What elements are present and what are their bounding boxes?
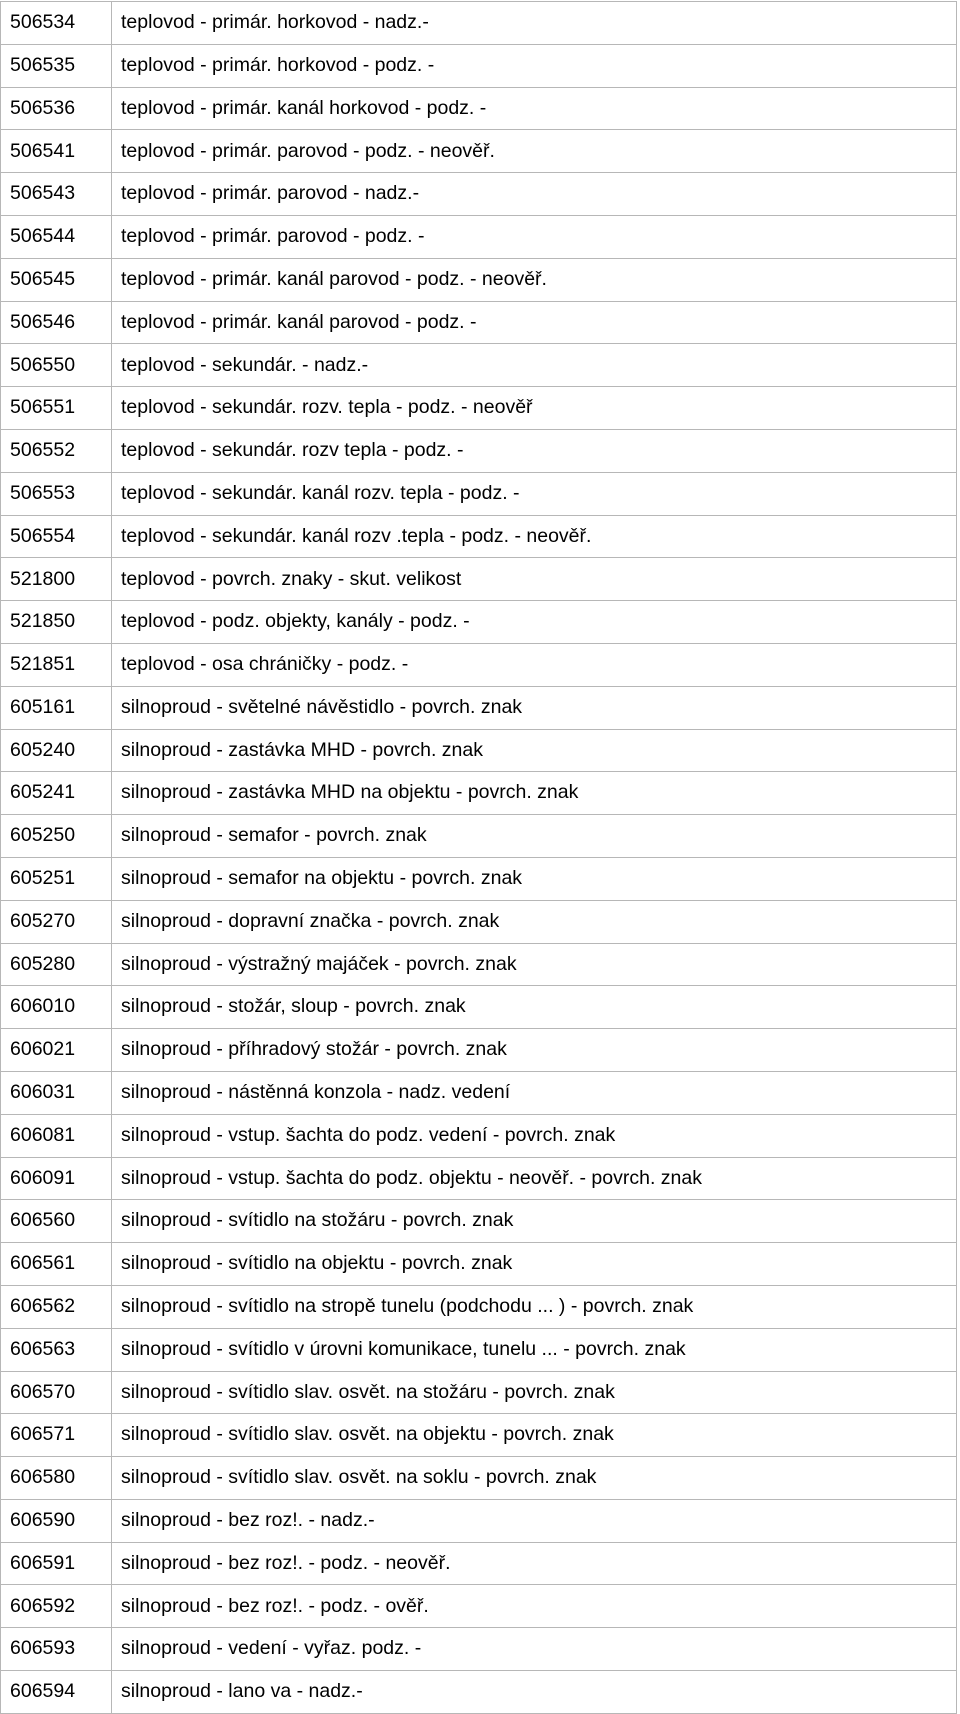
- code-cell: 606091: [1, 1157, 112, 1200]
- code-cell: 606561: [1, 1243, 112, 1286]
- description-cell: silnoproud - výstražný majáček - povrch. znak: [112, 943, 957, 986]
- table-row: [1, 1243, 957, 1286]
- table-row: [1, 1071, 957, 1114]
- code-cell: 606592: [1, 1585, 112, 1628]
- code-cell: 606010: [1, 986, 112, 1029]
- code-cell: 521850: [1, 601, 112, 644]
- code-cell: 606590: [1, 1499, 112, 1542]
- description-cell: teplovod - primár. kanál parovod - podz. - neověř.: [112, 258, 957, 301]
- description-cell: teplovod - primár. kanál parovod - podz. -: [112, 301, 957, 344]
- table-row: [1, 515, 957, 558]
- table-row: [1, 2, 957, 45]
- code-cell: 605240: [1, 729, 112, 772]
- table-row: [1, 1114, 957, 1157]
- description-cell: teplovod - sekundár. kanál rozv .tepla - podz. - neověř.: [112, 515, 957, 558]
- description-cell: silnoproud - semafor na objektu - povrch. znak: [112, 857, 957, 900]
- table-row: [1, 258, 957, 301]
- description-cell: teplovod - primár. parovod - podz. -: [112, 215, 957, 258]
- description-cell: teplovod - primár. parovod - nadz.-: [112, 173, 957, 216]
- table-row: [1, 1671, 957, 1714]
- code-cell: 521851: [1, 643, 112, 686]
- table-row: [1, 1585, 957, 1628]
- description-cell: teplovod - primár. horkovod - nadz.-: [112, 2, 957, 45]
- code-cell: 606594: [1, 1671, 112, 1714]
- table-row: [1, 1285, 957, 1328]
- table-row: [1, 429, 957, 472]
- table-row: [1, 1414, 957, 1457]
- description-cell: silnoproud - lano va - nadz.-: [112, 1671, 957, 1714]
- description-cell: silnoproud - bez roz!. - podz. - neověř.: [112, 1542, 957, 1585]
- code-cell: 606031: [1, 1071, 112, 1114]
- code-cell: 506545: [1, 258, 112, 301]
- description-cell: teplovod - sekundár. - nadz.-: [112, 344, 957, 387]
- table-row: [1, 344, 957, 387]
- description-cell: silnoproud - svítidlo slav. osvět. na stožáru - povrch. znak: [112, 1371, 957, 1414]
- code-cell: 605161: [1, 686, 112, 729]
- table-row: [1, 44, 957, 87]
- table-row: [1, 686, 957, 729]
- table-row: [1, 815, 957, 858]
- code-cell: 606571: [1, 1414, 112, 1457]
- table-row: [1, 601, 957, 644]
- table-row: [1, 1499, 957, 1542]
- description-cell: teplovod - sekundár. rozv tepla - podz. -: [112, 429, 957, 472]
- code-cell: 605251: [1, 857, 112, 900]
- code-cell: 506554: [1, 515, 112, 558]
- table-row: [1, 301, 957, 344]
- description-cell: silnoproud - svítidlo v úrovni komunikace, tunelu ... - povrch. znak: [112, 1328, 957, 1371]
- table-row: [1, 215, 957, 258]
- description-cell: silnoproud - zastávka MHD - povrch. znak: [112, 729, 957, 772]
- code-cell: 605280: [1, 943, 112, 986]
- description-cell: silnoproud - světelné návěstidlo - povrch. znak: [112, 686, 957, 729]
- description-cell: silnoproud - dopravní značka - povrch. znak: [112, 900, 957, 943]
- description-cell: silnoproud - svítidlo slav. osvět. na objektu - povrch. znak: [112, 1414, 957, 1457]
- code-cell: 506552: [1, 429, 112, 472]
- table-row: [1, 130, 957, 173]
- table-row: [1, 943, 957, 986]
- code-cell: 506550: [1, 344, 112, 387]
- description-cell: silnoproud - svítidlo slav. osvět. na soklu - povrch. znak: [112, 1457, 957, 1500]
- description-cell: silnoproud - vstup. šachta do podz. vedení - povrch. znak: [112, 1114, 957, 1157]
- code-cell: 606591: [1, 1542, 112, 1585]
- table-row: [1, 1328, 957, 1371]
- code-cell: 606562: [1, 1285, 112, 1328]
- code-cell: 521800: [1, 558, 112, 601]
- description-cell: silnoproud - bez roz!. - podz. - ověř.: [112, 1585, 957, 1628]
- table-row: [1, 1628, 957, 1671]
- description-cell: silnoproud - svítidlo na stožáru - povrch. znak: [112, 1200, 957, 1243]
- code-cell: 506544: [1, 215, 112, 258]
- table-row: [1, 900, 957, 943]
- table-row: [1, 472, 957, 515]
- code-cell: 606560: [1, 1200, 112, 1243]
- description-cell: silnoproud - nástěnná konzola - nadz. vedení: [112, 1071, 957, 1114]
- description-cell: silnoproud - vedení - vyřaz. podz. -: [112, 1628, 957, 1671]
- code-cell: 506541: [1, 130, 112, 173]
- description-cell: silnoproud - zastávka MHD na objektu - povrch. znak: [112, 772, 957, 815]
- description-cell: teplovod - podz. objekty, kanály - podz. -: [112, 601, 957, 644]
- description-cell: teplovod - sekundár. rozv. tepla - podz. - neověř: [112, 387, 957, 430]
- description-cell: silnoproud - bez roz!. - nadz.-: [112, 1499, 957, 1542]
- description-cell: silnoproud - semafor - povrch. znak: [112, 815, 957, 858]
- table-row: [1, 173, 957, 216]
- table-body: [1, 2, 957, 1714]
- table-row: [1, 387, 957, 430]
- code-cell: 506551: [1, 387, 112, 430]
- description-cell: teplovod - primár. parovod - podz. - neověř.: [112, 130, 957, 173]
- table-row: [1, 643, 957, 686]
- code-cell: 605270: [1, 900, 112, 943]
- code-cell: 606570: [1, 1371, 112, 1414]
- code-cell: 605241: [1, 772, 112, 815]
- description-cell: silnoproud - stožár, sloup - povrch. znak: [112, 986, 957, 1029]
- code-cell: 506534: [1, 2, 112, 45]
- description-cell: teplovod - sekundár. kanál rozv. tepla - podz. -: [112, 472, 957, 515]
- code-cell: 506535: [1, 44, 112, 87]
- code-cell: 606580: [1, 1457, 112, 1500]
- code-cell: 606081: [1, 1114, 112, 1157]
- code-cell: 506553: [1, 472, 112, 515]
- code-cell: 606593: [1, 1628, 112, 1671]
- table-row: [1, 772, 957, 815]
- code-table: [0, 1, 957, 1714]
- description-cell: teplovod - povrch. znaky - skut. velikost: [112, 558, 957, 601]
- description-cell: silnoproud - příhradový stožár - povrch. znak: [112, 1029, 957, 1072]
- code-cell: 506543: [1, 173, 112, 216]
- table-row: [1, 1457, 957, 1500]
- description-cell: teplovod - primár. kanál horkovod - podz. -: [112, 87, 957, 130]
- table-row: [1, 558, 957, 601]
- table-row: [1, 986, 957, 1029]
- table-row: [1, 857, 957, 900]
- table-row: [1, 1371, 957, 1414]
- description-cell: teplovod - osa chráničky - podz. -: [112, 643, 957, 686]
- description-cell: silnoproud - svítidlo na stropě tunelu (podchodu ... ) - povrch. znak: [112, 1285, 957, 1328]
- table-row: [1, 1029, 957, 1072]
- code-cell: 506546: [1, 301, 112, 344]
- table-row: [1, 1542, 957, 1585]
- code-cell: 506536: [1, 87, 112, 130]
- table-row: [1, 1200, 957, 1243]
- code-cell: 606563: [1, 1328, 112, 1371]
- table-row: [1, 729, 957, 772]
- code-cell: 606021: [1, 1029, 112, 1072]
- code-cell: 605250: [1, 815, 112, 858]
- description-cell: silnoproud - svítidlo na objektu - povrch. znak: [112, 1243, 957, 1286]
- description-cell: teplovod - primár. horkovod - podz. -: [112, 44, 957, 87]
- description-cell: silnoproud - vstup. šachta do podz. objektu - neověř. - povrch. znak: [112, 1157, 957, 1200]
- table-row: [1, 1157, 957, 1200]
- table-row: [1, 87, 957, 130]
